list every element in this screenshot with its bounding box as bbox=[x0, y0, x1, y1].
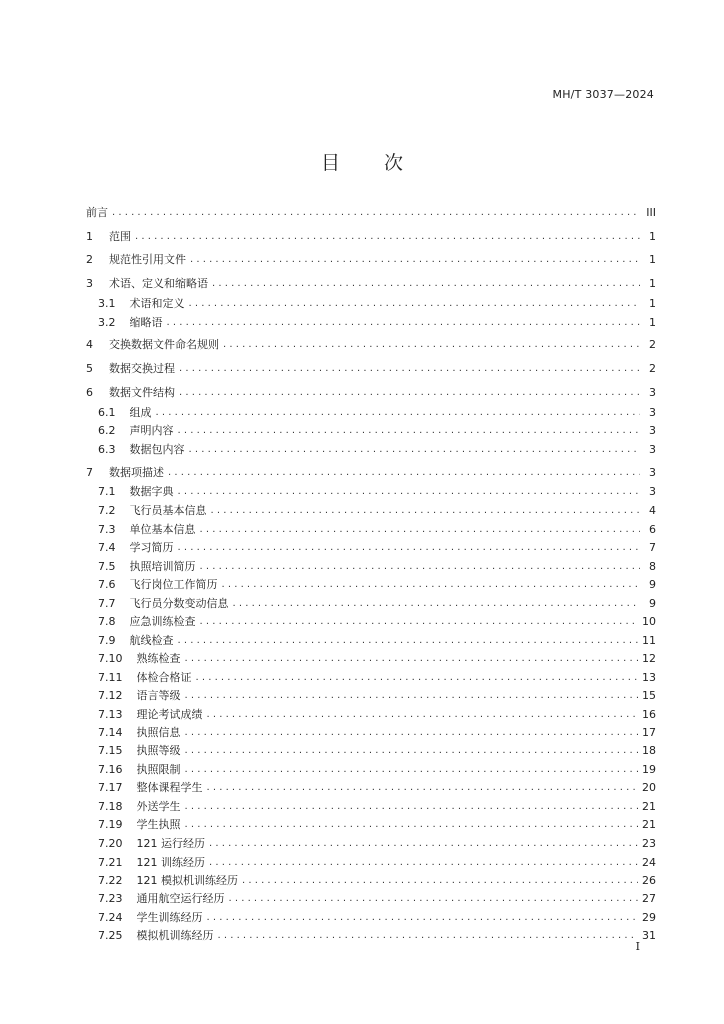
toc-entry[interactable] bbox=[86, 204, 656, 220]
toc-entry-label: 范围 bbox=[109, 230, 131, 243]
toc-entry-number: 7.20 bbox=[98, 837, 123, 850]
toc-entry-page: 8 bbox=[649, 560, 656, 573]
document-code: MH/T 3037—2024 bbox=[552, 88, 654, 101]
toc-dot-leader bbox=[207, 911, 639, 925]
toc-dot-leader bbox=[200, 615, 639, 629]
toc-entry[interactable] bbox=[98, 632, 656, 648]
toc-entry[interactable] bbox=[98, 650, 656, 666]
toc-entry-page: 3 bbox=[649, 443, 656, 456]
toc-dot-leader bbox=[222, 578, 641, 592]
toc-entry[interactable] bbox=[98, 872, 656, 888]
toc-title bbox=[0, 148, 724, 175]
page-folio: I bbox=[635, 940, 640, 953]
toc-entry-label: 通用航空运行经历 bbox=[136, 892, 225, 905]
toc-dot-leader bbox=[212, 277, 640, 291]
toc-entry-page: 13 bbox=[642, 671, 656, 684]
toc-entry-label: 理论考试成绩 bbox=[136, 708, 203, 721]
toc-entry-label: 模拟机训练经历 bbox=[136, 929, 214, 942]
toc-entry[interactable] bbox=[98, 558, 656, 574]
toc-entry-page: 10 bbox=[642, 615, 656, 628]
toc-entry[interactable] bbox=[98, 521, 656, 537]
toc-dot-leader bbox=[207, 708, 639, 722]
toc-entry-label: 缩略语 bbox=[129, 316, 163, 329]
toc-entry-label: 声明内容 bbox=[129, 424, 174, 437]
toc-entry[interactable] bbox=[98, 539, 656, 555]
toc-entry-label: 交换数据文件命名规则 bbox=[109, 338, 219, 351]
toc-entry-number: 7.21 bbox=[98, 856, 123, 869]
toc-entry-page: 18 bbox=[642, 744, 656, 757]
toc-entry-page: 23 bbox=[642, 837, 656, 850]
toc-entry-label: 数据文件结构 bbox=[109, 386, 175, 399]
toc-entry-page: 16 bbox=[642, 708, 656, 721]
toc-dot-leader bbox=[196, 671, 639, 685]
toc-dot-leader bbox=[179, 362, 640, 376]
toc-dot-leader bbox=[209, 837, 638, 851]
toc-entry[interactable] bbox=[86, 275, 656, 291]
toc-entry-number: 7.24 bbox=[98, 911, 123, 924]
toc-entry-page: 4 bbox=[649, 504, 656, 517]
toc-entry[interactable] bbox=[98, 502, 656, 518]
toc-entry-number: 7.22 bbox=[98, 874, 123, 887]
toc-entry-number: 7.1 bbox=[98, 485, 116, 498]
toc-entry-number: 3 bbox=[86, 277, 93, 290]
toc-entry-number: 7.4 bbox=[98, 541, 116, 554]
toc-entry[interactable] bbox=[98, 687, 656, 703]
toc-entry[interactable] bbox=[98, 927, 656, 943]
toc-entry-page: 15 bbox=[642, 689, 656, 702]
toc-entry-label: 121 模拟机训练经历 bbox=[136, 874, 238, 887]
toc-entry-number: 7.11 bbox=[98, 671, 123, 684]
toc-entry[interactable] bbox=[98, 909, 656, 925]
toc-entry-page: 1 bbox=[649, 277, 656, 290]
toc-entry[interactable] bbox=[98, 742, 656, 758]
toc-entry-number: 6.1 bbox=[98, 406, 116, 419]
toc-entry-page: 27 bbox=[642, 892, 656, 905]
toc-entry-number: 7.18 bbox=[98, 800, 123, 813]
toc-entry-label: 飞行岗位工作简历 bbox=[129, 578, 218, 591]
toc-entry[interactable] bbox=[86, 464, 656, 480]
toc-entry-page: 24 bbox=[642, 856, 656, 869]
toc-entry-number: 7.13 bbox=[98, 708, 123, 721]
toc-entry-page: 12 bbox=[642, 652, 656, 665]
toc-entry-number: 3.1 bbox=[98, 297, 116, 310]
toc-dot-leader bbox=[200, 560, 641, 574]
toc-entry[interactable] bbox=[86, 228, 656, 244]
toc-dot-leader bbox=[185, 800, 639, 814]
toc-entry-page: 2 bbox=[649, 338, 656, 351]
toc-dot-leader bbox=[233, 597, 641, 611]
toc-entry[interactable] bbox=[98, 483, 656, 499]
toc-dot-leader bbox=[167, 316, 641, 330]
toc-entry-number: 7.15 bbox=[98, 744, 123, 757]
toc-entry-label: 术语、定义和缩略语 bbox=[109, 277, 208, 290]
toc-entry-page: 26 bbox=[642, 874, 656, 887]
toc-dot-leader bbox=[200, 523, 641, 537]
toc-entry-page: 2 bbox=[649, 362, 656, 375]
toc-entry[interactable] bbox=[98, 706, 656, 722]
toc-dot-leader bbox=[168, 466, 640, 480]
toc-dot-leader bbox=[178, 541, 641, 555]
toc-entry-number: 4 bbox=[86, 338, 93, 351]
toc-entry[interactable] bbox=[98, 613, 656, 629]
toc-entry-page: 1 bbox=[649, 297, 656, 310]
toc-dot-leader bbox=[190, 253, 640, 267]
toc-entry-page: 1 bbox=[649, 253, 656, 266]
toc-entry-label: 语言等级 bbox=[136, 689, 181, 702]
toc-entry-label: 执照限制 bbox=[136, 763, 181, 776]
toc-entry-page: 9 bbox=[649, 597, 656, 610]
toc-dot-leader bbox=[185, 744, 639, 758]
toc-entry-number: 6.2 bbox=[98, 424, 116, 437]
toc-dot-leader bbox=[185, 818, 639, 832]
toc-dot-leader bbox=[178, 634, 639, 648]
toc-dot-leader bbox=[112, 206, 640, 220]
toc-entry-number: 7.7 bbox=[98, 597, 116, 610]
toc-dot-leader bbox=[189, 443, 641, 457]
toc-entry-label: 规范性引用文件 bbox=[109, 253, 186, 266]
toc-entry[interactable] bbox=[98, 669, 656, 685]
toc-entry[interactable] bbox=[98, 404, 656, 420]
toc-entry[interactable] bbox=[98, 779, 656, 795]
toc-dot-leader bbox=[211, 504, 641, 518]
toc-entry-page: 29 bbox=[642, 911, 656, 924]
toc-dot-leader bbox=[179, 386, 640, 400]
toc-entry-label: 数据项描述 bbox=[109, 466, 164, 479]
toc-entry[interactable] bbox=[98, 422, 656, 438]
toc-entry-number: 7.2 bbox=[98, 504, 116, 517]
toc-entry-page: III bbox=[646, 206, 656, 219]
toc-entry-page: 3 bbox=[649, 466, 656, 479]
toc-entry[interactable] bbox=[98, 835, 656, 851]
toc-entry-label: 飞行员分数变动信息 bbox=[129, 597, 229, 610]
toc-entry-page: 3 bbox=[649, 406, 656, 419]
toc-entry-label: 学习简历 bbox=[129, 541, 174, 554]
toc-dot-leader bbox=[207, 781, 639, 795]
toc-entry[interactable] bbox=[98, 854, 656, 870]
toc-dot-leader bbox=[242, 874, 638, 888]
toc-dot-leader bbox=[178, 424, 641, 438]
toc-entry-page: 17 bbox=[642, 726, 656, 739]
toc-entry[interactable] bbox=[98, 761, 656, 777]
toc-entry[interactable] bbox=[98, 798, 656, 814]
toc-entry[interactable] bbox=[98, 441, 656, 457]
toc-entry-label: 飞行员基本信息 bbox=[129, 504, 207, 517]
toc-dot-leader bbox=[185, 689, 639, 703]
toc-entry-label: 数据字典 bbox=[129, 485, 174, 498]
toc-entry-number: 7.3 bbox=[98, 523, 116, 536]
toc-entry-number: 7.6 bbox=[98, 578, 116, 591]
toc-entry-number: 6 bbox=[86, 386, 93, 399]
toc-dot-leader bbox=[218, 929, 639, 943]
toc-dot-leader bbox=[209, 856, 638, 870]
toc-entry-number: 7.23 bbox=[98, 892, 123, 905]
toc-entry[interactable] bbox=[86, 251, 656, 267]
toc-entry-number: 7.8 bbox=[98, 615, 116, 628]
toc-entry-page: 3 bbox=[649, 485, 656, 498]
toc-entry-page: 6 bbox=[649, 523, 656, 536]
toc-entry-page: 11 bbox=[642, 634, 656, 647]
toc-entry-label: 航线检查 bbox=[129, 634, 174, 647]
toc-dot-leader bbox=[185, 652, 639, 666]
toc-entry-label: 121 运行经历 bbox=[136, 837, 205, 850]
toc-entry-label: 学生训练经历 bbox=[136, 911, 203, 924]
toc-entry-number: 1 bbox=[86, 230, 93, 243]
toc-dot-leader bbox=[135, 230, 640, 244]
toc-entry-page: 1 bbox=[649, 316, 656, 329]
toc-entry-page: 19 bbox=[642, 763, 656, 776]
toc-entry-label: 整体课程学生 bbox=[136, 781, 203, 794]
toc-dot-leader bbox=[229, 892, 639, 906]
toc-entry-label: 术语和定义 bbox=[129, 297, 185, 310]
toc-dot-leader bbox=[189, 297, 641, 311]
toc-entry-number: 7.5 bbox=[98, 560, 116, 573]
toc-entry[interactable] bbox=[98, 314, 656, 330]
toc-entry-label: 应急训练检查 bbox=[129, 615, 196, 628]
toc-entry-page: 31 bbox=[642, 929, 656, 942]
toc-entry-label: 执照等级 bbox=[136, 744, 181, 757]
toc-entry-page: 21 bbox=[642, 818, 656, 831]
toc-entry-number: 7.19 bbox=[98, 818, 123, 831]
toc-dot-leader bbox=[223, 338, 640, 352]
toc-title-char-2: 次 bbox=[384, 152, 404, 174]
toc-dot-leader bbox=[178, 485, 641, 499]
toc-entry-label: 外送学生 bbox=[136, 800, 181, 813]
toc-entry-label: 单位基本信息 bbox=[129, 523, 196, 536]
toc-entry[interactable] bbox=[98, 816, 656, 832]
toc-entry-number: 7.16 bbox=[98, 763, 123, 776]
toc-entry-label: 数据交换过程 bbox=[109, 362, 175, 375]
toc-title-char-1: 目 bbox=[320, 152, 340, 174]
toc-entry[interactable] bbox=[86, 384, 656, 400]
toc-entry-label: 执照培训简历 bbox=[129, 560, 196, 573]
toc-entry-label: 执照信息 bbox=[136, 726, 181, 739]
toc-entry-label: 组成 bbox=[129, 406, 152, 419]
toc-entry-label: 121 训练经历 bbox=[136, 856, 205, 869]
toc-entry[interactable] bbox=[98, 595, 656, 611]
toc-entry-page: 1 bbox=[649, 230, 656, 243]
toc-entry-number: 7 bbox=[86, 466, 93, 479]
toc-dot-leader bbox=[156, 406, 641, 420]
toc-entry-number: 7.14 bbox=[98, 726, 123, 739]
toc-entry-number: 7.25 bbox=[98, 929, 123, 942]
toc-entry[interactable] bbox=[86, 360, 656, 376]
toc-entry[interactable] bbox=[86, 336, 656, 352]
toc-entry-page: 7 bbox=[649, 541, 656, 554]
toc-entry-number: 7.17 bbox=[98, 781, 123, 794]
toc-entry-label: 熟练检查 bbox=[136, 652, 181, 665]
toc-entry-number: 7.10 bbox=[98, 652, 123, 665]
toc-entry[interactable] bbox=[98, 890, 656, 906]
toc-entry-number: 7.12 bbox=[98, 689, 123, 702]
toc-entry-label: 前言 bbox=[86, 206, 108, 219]
toc-entry-label: 学生执照 bbox=[136, 818, 181, 831]
toc-entry[interactable] bbox=[98, 576, 656, 592]
toc-entry-page: 3 bbox=[649, 424, 656, 437]
toc-entry-page: 21 bbox=[642, 800, 656, 813]
toc-entry[interactable] bbox=[98, 295, 656, 311]
toc-entry-number: 7.9 bbox=[98, 634, 116, 647]
toc-entry-page: 3 bbox=[649, 386, 656, 399]
toc-entry-number: 5 bbox=[86, 362, 93, 375]
toc-entry-page: 20 bbox=[642, 781, 656, 794]
toc-entry-number: 3.2 bbox=[98, 316, 116, 329]
toc-entry-number: 2 bbox=[86, 253, 93, 266]
toc-dot-leader bbox=[185, 726, 639, 740]
toc-entry-label: 体检合格证 bbox=[136, 671, 192, 684]
toc-dot-leader bbox=[185, 763, 639, 777]
toc-entry-number: 6.3 bbox=[98, 443, 116, 456]
toc-entry-label: 数据包内容 bbox=[129, 443, 185, 456]
toc-entry-page: 9 bbox=[649, 578, 656, 591]
toc-entry[interactable] bbox=[98, 724, 656, 740]
